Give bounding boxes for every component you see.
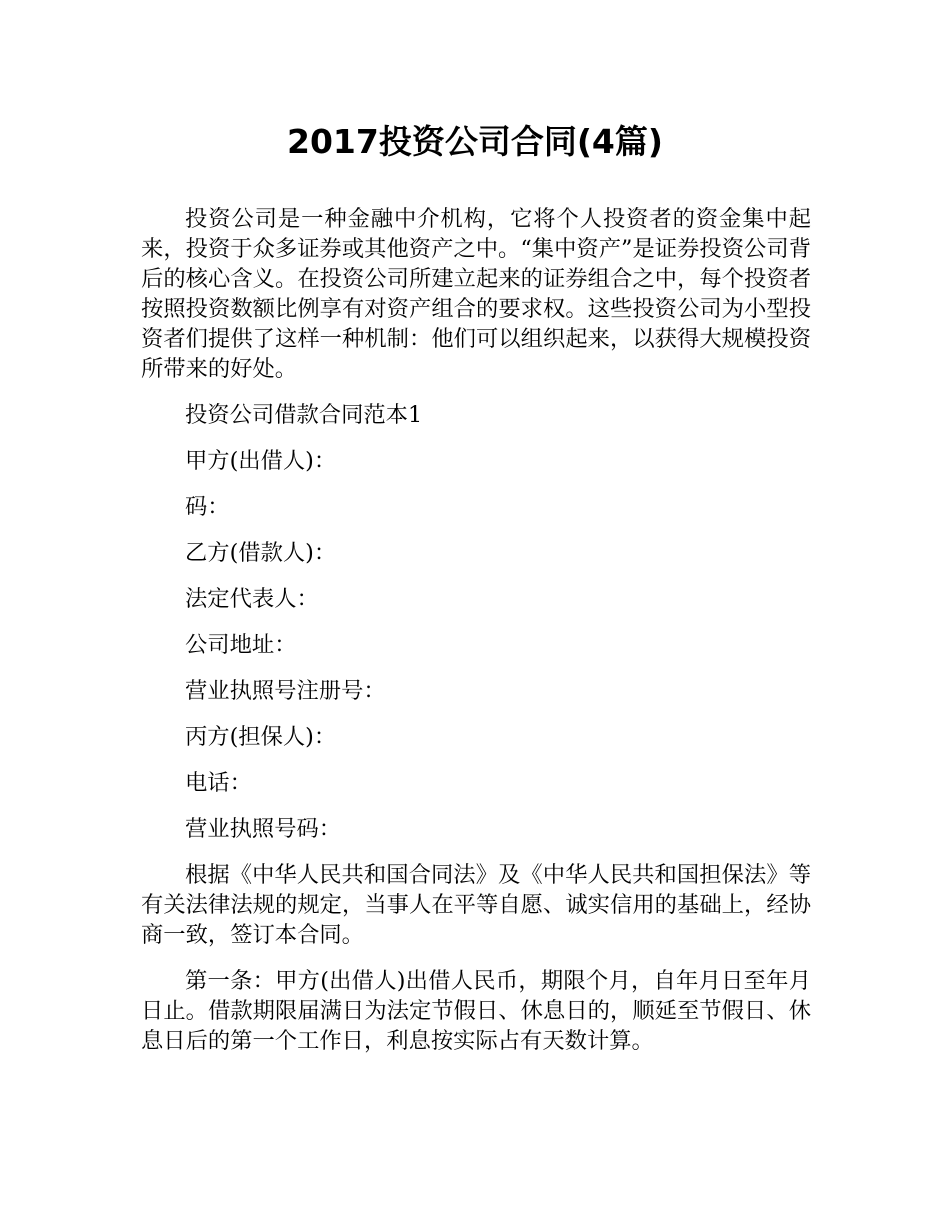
legal-basis-paragraph: 根据《中华人民共和国合同法》及《中华人民共和国担保法》等有关法律法规的规定，当事人在平等自愿、诚实信用的基础上，经协商一致，签订本合同。 bbox=[141, 862, 811, 948]
code-line: 码： bbox=[185, 494, 230, 520]
license-number-line: 营业执照号码： bbox=[185, 816, 342, 842]
license-registration-line: 营业执照号注册号： bbox=[185, 678, 386, 704]
legal-rep-line: 法定代表人： bbox=[185, 586, 319, 612]
party-a-line: 甲方(出借人)： bbox=[185, 448, 337, 474]
party-b-line: 乙方(借款人)： bbox=[185, 540, 337, 566]
intro-paragraph: 投资公司是一种金融中介机构，它将个人投资者的资金集中起来，投资于众多证券或其他资产之中。“集中资产”是证券投资公司背后的核心含义。在投资公司所建立起来的证券组合之中，每个投资者按照投资数额比例享有对资产组合的要求权。这些投资公司为小型投资者们提供了这样一种机制：他们可以组织起来，以获得大规模投资所带来的好处。 bbox=[141, 206, 811, 382]
party-c-line: 丙方(担保人)： bbox=[185, 724, 337, 750]
company-address-line: 公司地址： bbox=[185, 632, 297, 658]
article-one-paragraph: 第一条：甲方(出借人)出借人民币，期限个月，自年月日至年月日止。借款期限届满日为法定节假日、休息日的，顺延至节假日、休息日后的第一个工作日，利息按实际占有天数计算。 bbox=[141, 968, 811, 1054]
phone-line: 电话： bbox=[185, 770, 252, 796]
document-body bbox=[141, 204, 811, 1072]
contract-heading: 投资公司借款合同范本1 bbox=[185, 402, 423, 428]
document-title: 2017投资公司合同(4篇) bbox=[287, 122, 663, 161]
